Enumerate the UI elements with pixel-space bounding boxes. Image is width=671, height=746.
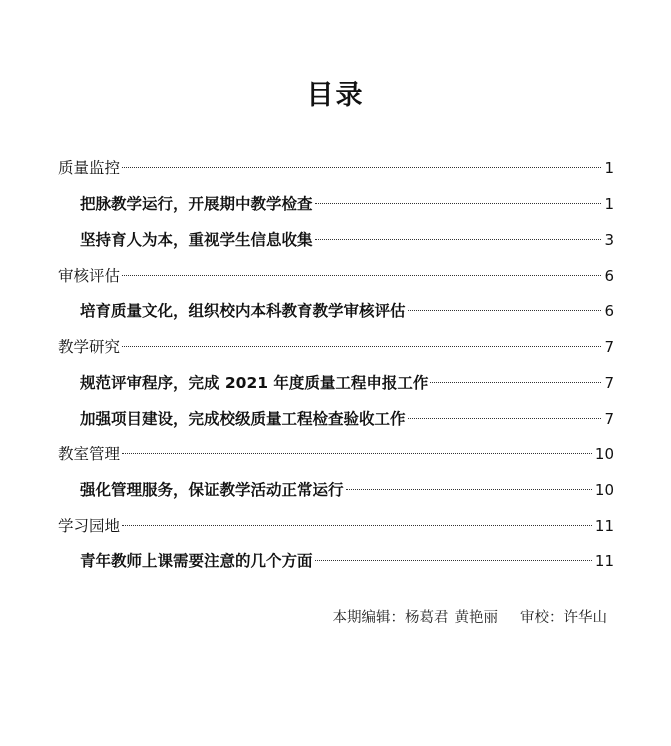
- page-title: 目录: [306, 80, 365, 111]
- toc-dot-leader: [122, 453, 592, 454]
- toc-entry-classroom-management[interactable]: [58, 442, 614, 466]
- toc-entry-management-service[interactable]: [80, 478, 614, 502]
- toc-entry-learning-corner[interactable]: [58, 514, 614, 538]
- toc-dot-leader: [122, 346, 601, 347]
- toc-entry-audit-evaluation[interactable]: [58, 264, 614, 288]
- toc-dot-leader: [122, 525, 592, 526]
- toc-entry-label: 学习园地: [58, 517, 121, 535]
- toc-page-number: 3: [604, 231, 614, 249]
- toc-dot-leader: [346, 489, 592, 490]
- editor-name: 杨葛君: [405, 610, 449, 626]
- toc-entry-student-info[interactable]: [80, 228, 614, 252]
- toc-page-number: 6: [604, 267, 614, 285]
- toc-entry-review-procedure[interactable]: [80, 371, 614, 395]
- reviewer-label: 审校：: [520, 610, 564, 626]
- toc-dot-leader: [315, 203, 602, 204]
- toc-entry-label: 教学研究: [58, 338, 121, 356]
- toc-dot-leader: [122, 167, 601, 168]
- toc-dot-leader: [315, 239, 602, 240]
- toc-page-number: 10: [594, 445, 614, 463]
- toc-entry-label: 青年教师上课需要注意的几个方面: [80, 552, 313, 570]
- toc-entry-project-construction[interactable]: [80, 407, 614, 431]
- toc-dot-leader: [408, 418, 602, 419]
- toc-dot-leader: [315, 560, 592, 561]
- toc-entry-label: 质量监控: [58, 159, 121, 177]
- toc-page-number: 1: [604, 195, 614, 213]
- toc-entry-label: 培育质量文化，组织校内本科教育教学审核评估: [80, 302, 406, 320]
- toc-entry-midterm-check[interactable]: [80, 192, 614, 216]
- toc-entry-label: 把脉教学运行，开展期中教学检查: [80, 195, 313, 213]
- editors-label: 本期编辑：: [332, 610, 405, 626]
- reviewer-name: 许华山: [563, 610, 607, 626]
- toc-page-number: 11: [594, 552, 614, 570]
- toc-page-number: 11: [594, 517, 614, 535]
- toc-entry-young-teachers[interactable]: [80, 549, 614, 573]
- toc-page-number: 1: [604, 159, 614, 177]
- toc-dot-leader: [430, 382, 601, 383]
- toc-entry-teaching-research[interactable]: [58, 335, 614, 359]
- toc-dot-leader: [408, 310, 602, 311]
- toc-entry-quality-culture[interactable]: [80, 299, 614, 323]
- toc-entry-quality-monitoring[interactable]: [58, 156, 614, 180]
- toc-dot-leader: [122, 275, 601, 276]
- toc-entry-label: 审核评估: [58, 267, 121, 285]
- toc-entry-label: 坚持育人为本，重视学生信息收集: [80, 231, 313, 249]
- toc-entry-label: 教室管理: [58, 445, 121, 463]
- editor-name: 黄艳丽: [454, 610, 498, 626]
- toc-page-number: 6: [604, 302, 614, 320]
- toc-entry-label: 规范评审程序，完成 2021 年度质量工程申报工作: [80, 374, 429, 392]
- toc-page-number: 7: [604, 338, 614, 356]
- toc-page-number: 10: [594, 481, 614, 499]
- editor-credits: [333, 606, 608, 627]
- toc-entry-label: 强化管理服务，保证教学活动正常运行: [80, 481, 344, 499]
- toc-entry-label: 加强项目建设，完成校级质量工程检查验收工作: [80, 410, 406, 428]
- toc-page-number: 7: [604, 374, 614, 392]
- toc-page-number: 7: [604, 410, 614, 428]
